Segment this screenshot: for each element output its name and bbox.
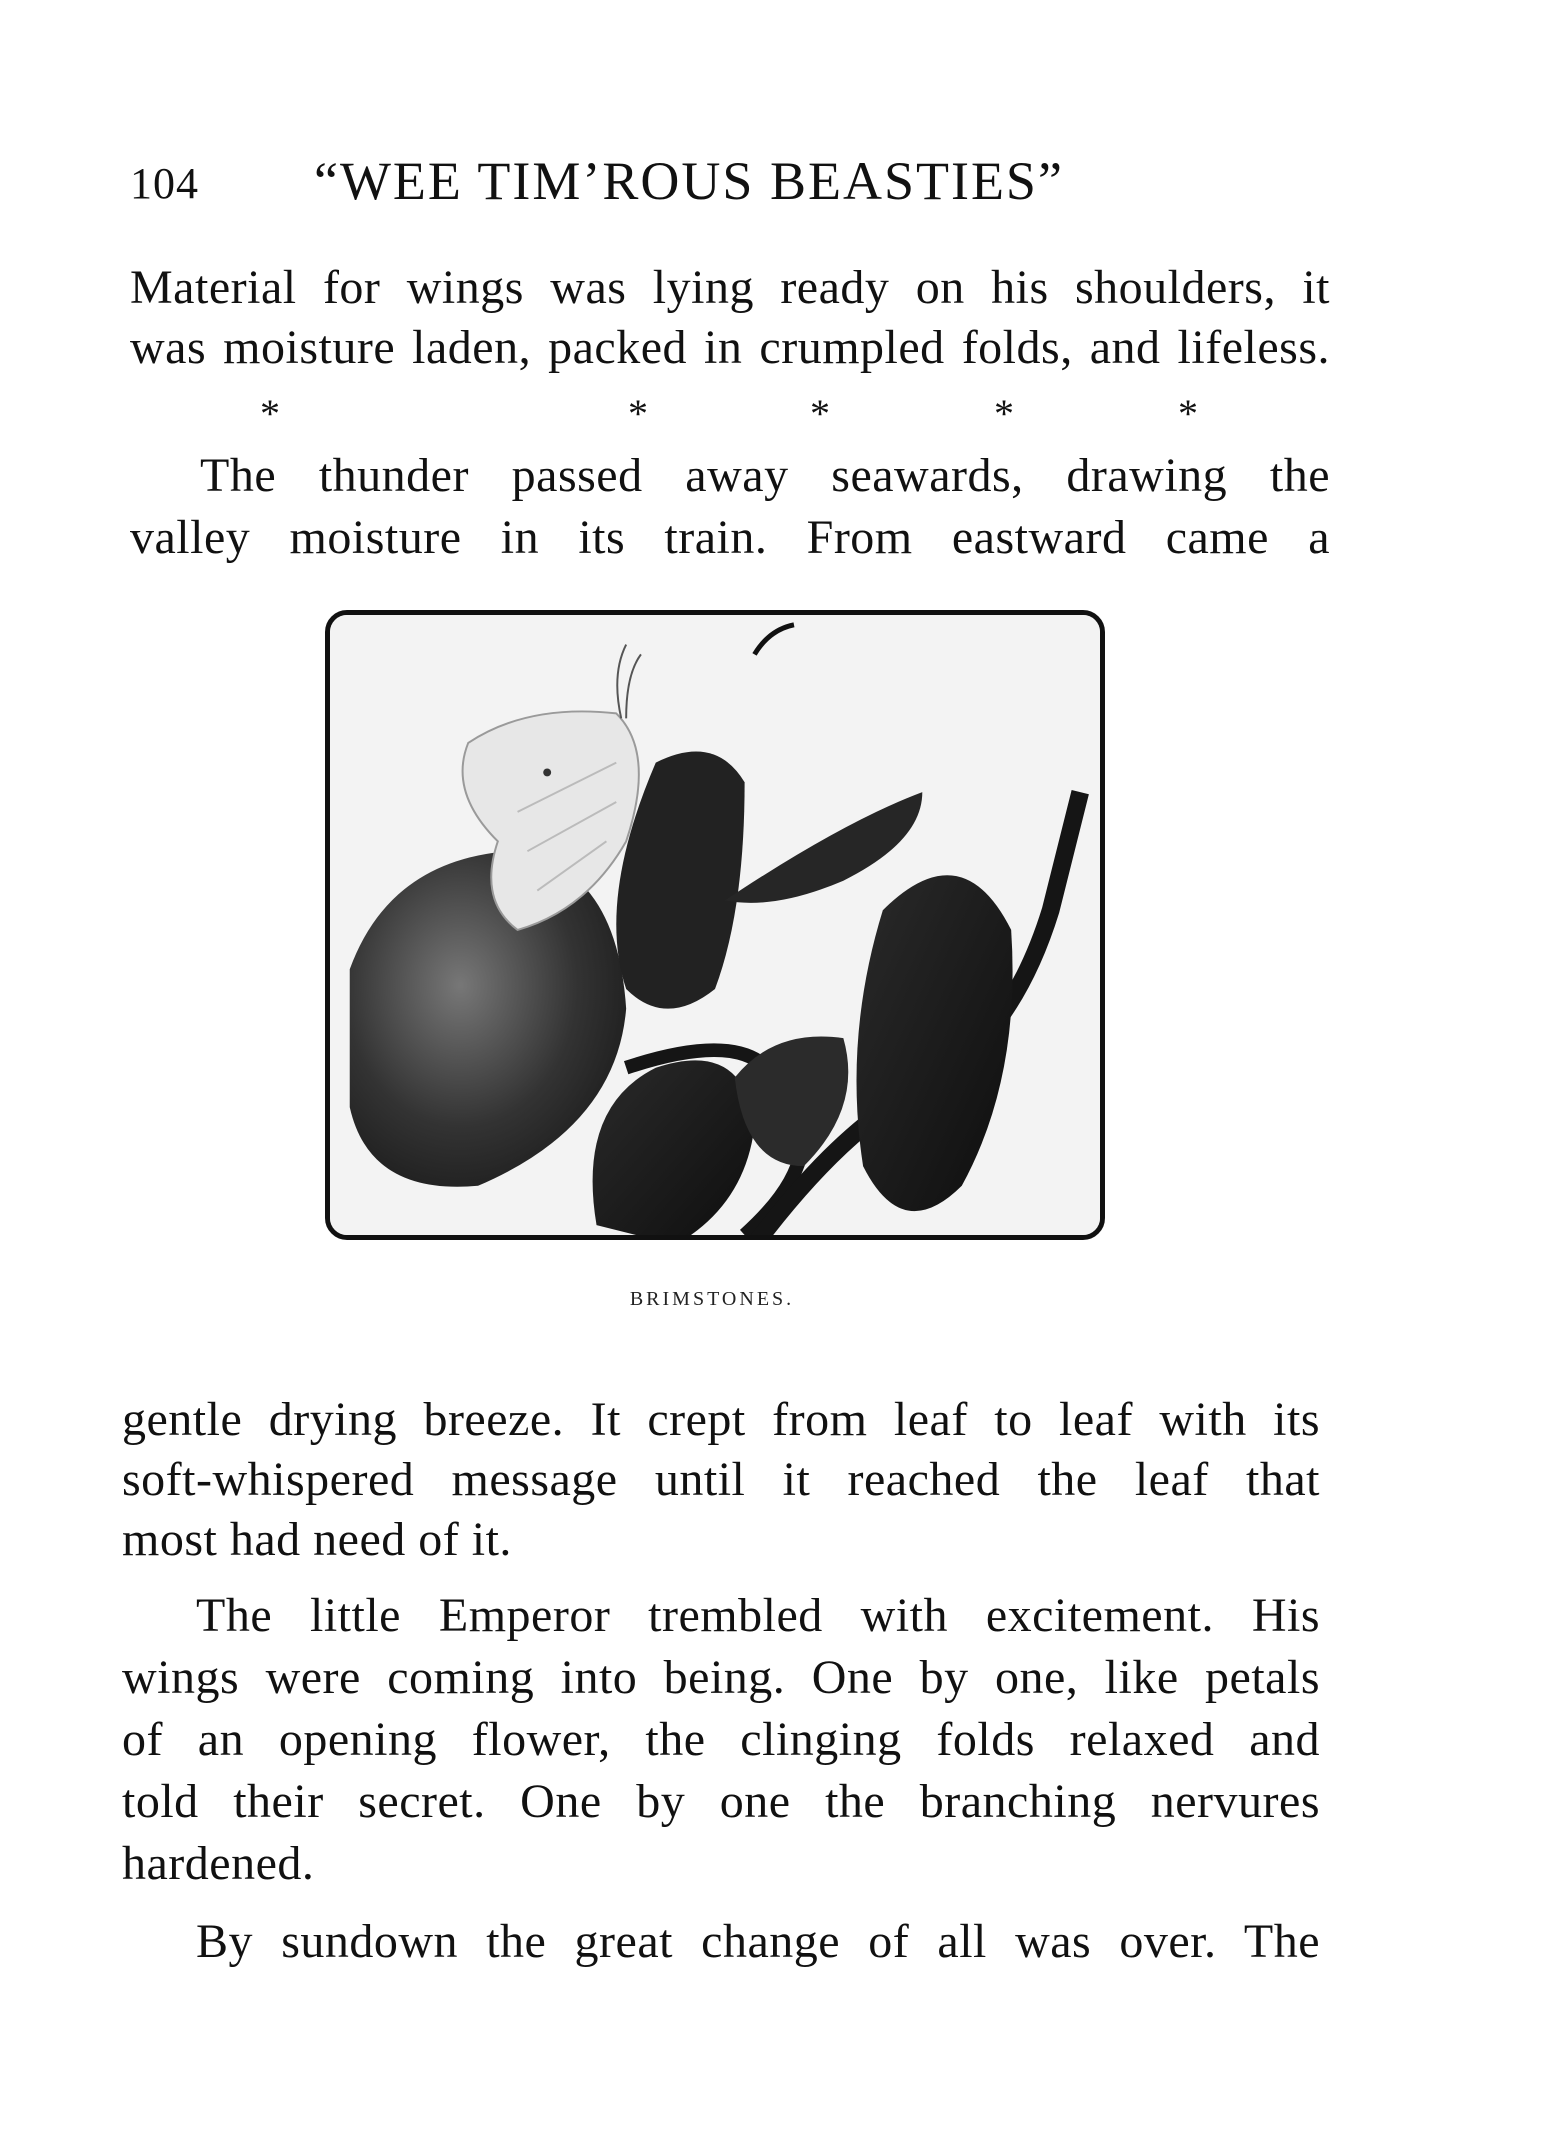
running-title: “WEE TIM’ROUS BEASTIES” (314, 151, 1064, 211)
text-line: wings were coming into being. One by one, like petals (122, 1651, 1320, 1704)
page-number: 104 (130, 159, 199, 208)
text-line: of an opening flower, the clinging folds relaxed and (122, 1713, 1320, 1766)
text-line: hardened. (122, 1837, 315, 1890)
figure-caption: BRIMSTONES. (629, 1288, 795, 1310)
text-line: Material for wings was lying ready on his shoulders, it (130, 261, 1330, 314)
butterfly-on-leaves-icon (330, 615, 1100, 1235)
text-line: soft-whispered message until it reached the leaf that (122, 1453, 1320, 1506)
brimstones-photograph (325, 610, 1105, 1240)
asterisk: * (1178, 391, 1198, 436)
text-line: gentle drying breeze. It crept from leaf to leaf with its (122, 1393, 1320, 1446)
section-separator (0, 390, 1544, 440)
text-line: The little Emperor trembled with excitement. His (196, 1589, 1320, 1642)
text-line: was moisture laden, packed in crumpled folds, and lifeless. (130, 321, 1330, 374)
asterisk: * (994, 391, 1014, 436)
page-header (130, 150, 1330, 220)
text-line: most had need of it. (122, 1513, 512, 1566)
text-line: The thunder passed away seawards, drawing the (200, 449, 1330, 502)
asterisk: * (260, 391, 280, 436)
text-line: valley moisture in its train. From eastward came a (130, 511, 1330, 564)
text-line: told their secret. One by one the branching nervures (122, 1775, 1320, 1828)
asterisk: * (628, 391, 648, 436)
asterisk: * (810, 391, 830, 436)
text-line: By sundown the great change of all was over. The (196, 1915, 1320, 1968)
